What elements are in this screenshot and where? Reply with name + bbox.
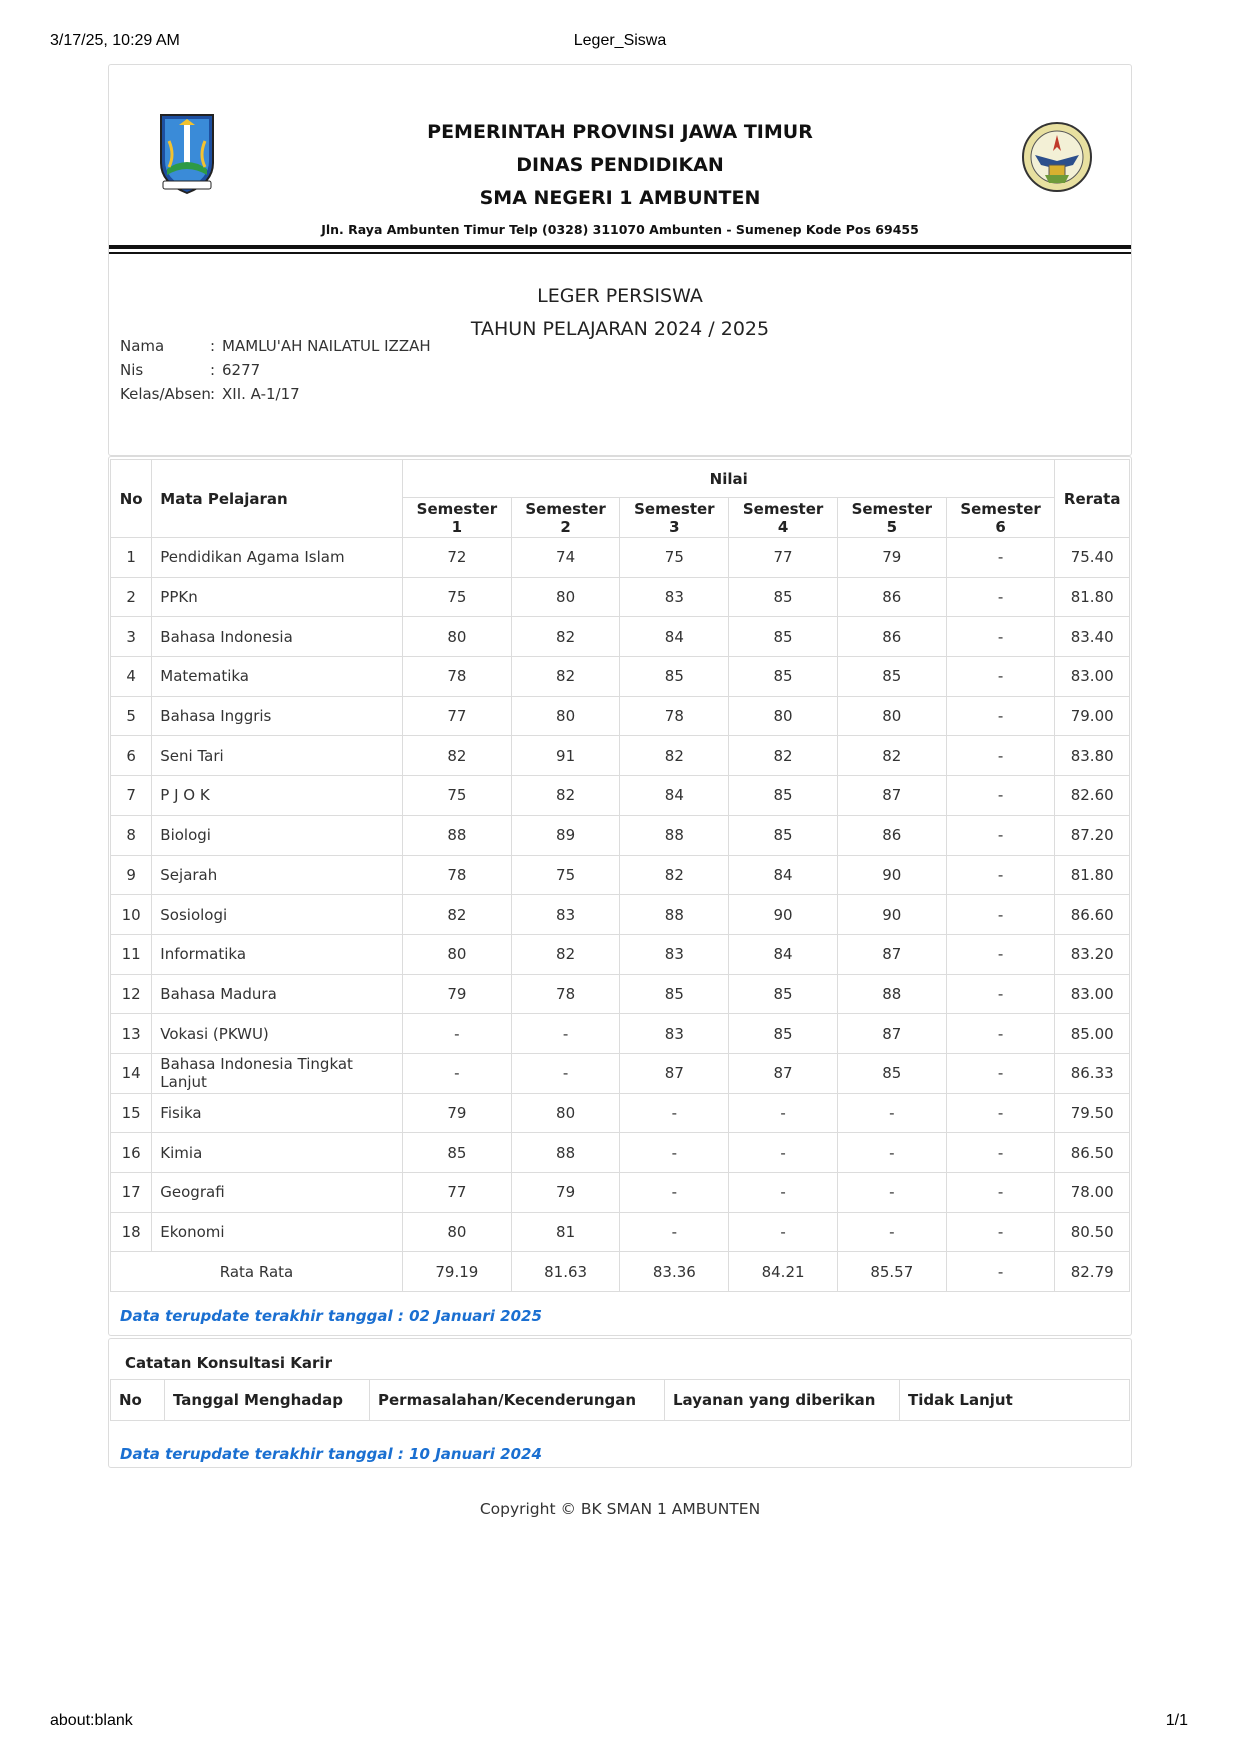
row-sem-1: 75 [403, 577, 512, 617]
row-average: 85.00 [1055, 1014, 1130, 1054]
letterhead-line-1: PEMERINTAH PROVINSI JAWA TIMUR [427, 121, 813, 143]
row-subject: Informatika [152, 934, 403, 974]
row-sem-4: - [729, 1093, 838, 1133]
grades-updated-note: Data terupdate terakhir tanggal : 02 Januari 2025 [120, 1307, 542, 1325]
print-url: about:blank [50, 1712, 133, 1729]
average-sem-2: 81.63 [511, 1252, 620, 1292]
row-no: 8 [111, 815, 152, 855]
print-page-number: 1/1 [1165, 1712, 1188, 1729]
row-average: 86.60 [1055, 895, 1130, 935]
row-sem-3: 84 [620, 776, 729, 816]
row-sem-1: 80 [403, 617, 512, 657]
row-average: 81.80 [1055, 577, 1130, 617]
career-card [108, 1338, 1132, 1468]
row-average: 86.33 [1055, 1053, 1130, 1093]
row-subject: Kimia [152, 1133, 403, 1173]
row-subject: Bahasa Inggris [152, 696, 403, 736]
row-sem-3: 82 [620, 736, 729, 776]
row-sem-2: 82 [511, 776, 620, 816]
career-title: Catatan Konsultasi Karir [125, 1354, 332, 1372]
row-sem-5: - [837, 1173, 946, 1213]
row-sem-6: - [946, 934, 1055, 974]
row-subject: Biologi [152, 815, 403, 855]
student-nis-row [120, 361, 260, 379]
student-class-row [120, 385, 300, 403]
header-semester-2: Semester 2 [511, 498, 620, 538]
header-semester-4: Semester 4 [729, 498, 838, 538]
row-sem-6: - [946, 736, 1055, 776]
row-sem-2: - [511, 1053, 620, 1093]
row-sem-2: 91 [511, 736, 620, 776]
school-emblem-icon [1021, 121, 1093, 193]
row-sem-6: - [946, 617, 1055, 657]
row-average: 83.80 [1055, 736, 1130, 776]
row-no: 9 [111, 855, 152, 895]
row-sem-6: - [946, 1093, 1055, 1133]
row-sem-2: 82 [511, 934, 620, 974]
row-sem-3: 88 [620, 815, 729, 855]
row-sem-6: - [946, 538, 1055, 578]
row-sem-5: 87 [837, 1014, 946, 1054]
row-sem-3: 75 [620, 538, 729, 578]
academic-year: TAHUN PELAJARAN 2024 / 2025 [470, 318, 770, 340]
row-sem-6: - [946, 815, 1055, 855]
row-subject: Bahasa Indonesia [152, 617, 403, 657]
row-sem-3: - [620, 1173, 729, 1213]
table-row [111, 1053, 1130, 1093]
row-average: 86.50 [1055, 1133, 1130, 1173]
row-sem-1: 80 [403, 1212, 512, 1252]
row-sem-3: 78 [620, 696, 729, 736]
row-no: 10 [111, 895, 152, 935]
row-sem-5: 86 [837, 815, 946, 855]
row-average: 82.60 [1055, 776, 1130, 816]
table-row [111, 538, 1130, 578]
table-row [111, 617, 1130, 657]
document-title: LEGER PERSISWA [537, 285, 703, 307]
row-sem-3: 82 [620, 855, 729, 895]
row-sem-2: 79 [511, 1173, 620, 1213]
student-class: XII. A-1/17 [222, 385, 300, 403]
row-subject: Sosiologi [152, 895, 403, 935]
letterhead [109, 65, 1131, 251]
row-sem-6: - [946, 1173, 1055, 1213]
row-subject: PPKn [152, 577, 403, 617]
table-row [111, 736, 1130, 776]
career-updated-note: Data terupdate terakhir tanggal : 10 Januari 2024 [120, 1445, 542, 1463]
row-sem-1: 77 [403, 1173, 512, 1213]
header-semester-6: Semester 6 [946, 498, 1055, 538]
print-datetime: 3/17/25, 10:29 AM [50, 32, 180, 49]
row-sem-1: 75 [403, 776, 512, 816]
table-row [111, 577, 1130, 617]
row-sem-4: 85 [729, 657, 838, 697]
row-no: 7 [111, 776, 152, 816]
row-sem-5: - [837, 1093, 946, 1133]
row-sem-1: 78 [403, 855, 512, 895]
table-row [111, 815, 1130, 855]
row-subject: Geografi [152, 1173, 403, 1213]
row-subject: Sejarah [152, 855, 403, 895]
letterhead-divider-thin [109, 252, 1131, 254]
student-name-label: Nama [120, 337, 165, 355]
student-nis-label: Nis [120, 361, 144, 379]
row-sem-4: - [729, 1133, 838, 1173]
row-sem-3: 83 [620, 1014, 729, 1054]
header-no: No [111, 460, 152, 538]
letterhead-address: Jln. Raya Ambunten Timur Telp (0328) 311070 Ambunten - Sumenep Kode Pos 69455 [321, 222, 919, 237]
row-sem-2: 81 [511, 1212, 620, 1252]
student-nis: 6277 [222, 361, 261, 379]
row-sem-3: - [620, 1212, 729, 1252]
table-row [111, 974, 1130, 1014]
letterhead-line-2: DINAS PENDIDIKAN [516, 154, 724, 176]
row-sem-4: 87 [729, 1053, 838, 1093]
row-sem-2: 82 [511, 617, 620, 657]
colon: : [210, 361, 216, 379]
career-header-date: Tanggal Menghadap [165, 1380, 370, 1421]
career-header-followup: Tidak Lanjut [900, 1380, 1130, 1421]
row-sem-2: - [511, 1014, 620, 1054]
table-row [111, 895, 1130, 935]
row-sem-1: 79 [403, 1093, 512, 1133]
row-sem-1: - [403, 1014, 512, 1054]
row-sem-5: 87 [837, 934, 946, 974]
average-sem-4: 84.21 [729, 1252, 838, 1292]
row-sem-4: 80 [729, 696, 838, 736]
row-sem-2: 89 [511, 815, 620, 855]
row-sem-3: 85 [620, 974, 729, 1014]
row-sem-4: 85 [729, 974, 838, 1014]
row-average: 79.00 [1055, 696, 1130, 736]
row-sem-2: 78 [511, 974, 620, 1014]
row-sem-4: 77 [729, 538, 838, 578]
grades-table [110, 459, 1130, 1292]
average-row [111, 1252, 1130, 1292]
career-header-service: Layanan yang diberikan [665, 1380, 900, 1421]
row-sem-3: - [620, 1133, 729, 1173]
row-subject: Fisika [152, 1093, 403, 1133]
row-sem-1: 77 [403, 696, 512, 736]
table-row [111, 855, 1130, 895]
colon: : [210, 385, 216, 403]
row-sem-1: 79 [403, 974, 512, 1014]
row-no: 14 [111, 1053, 152, 1093]
row-sem-3: 87 [620, 1053, 729, 1093]
table-row [111, 776, 1130, 816]
row-sem-5: 90 [837, 855, 946, 895]
row-subject: Seni Tari [152, 736, 403, 776]
row-average: 75.40 [1055, 538, 1130, 578]
row-sem-2: 80 [511, 577, 620, 617]
row-no: 1 [111, 538, 152, 578]
header-semester-5: Semester 5 [837, 498, 946, 538]
row-sem-6: - [946, 657, 1055, 697]
row-sem-6: - [946, 577, 1055, 617]
row-sem-3: 88 [620, 895, 729, 935]
row-subject: Matematika [152, 657, 403, 697]
row-sem-1: 82 [403, 895, 512, 935]
row-sem-5: 86 [837, 577, 946, 617]
header-semester-3: Semester 3 [620, 498, 729, 538]
row-average: 80.50 [1055, 1212, 1130, 1252]
row-sem-4: 85 [729, 815, 838, 855]
row-sem-2: 82 [511, 657, 620, 697]
table-row [111, 934, 1130, 974]
row-subject: Bahasa Madura [152, 974, 403, 1014]
row-sem-3: 85 [620, 657, 729, 697]
row-subject: Bahasa Indonesia Tingkat Lanjut [152, 1053, 403, 1093]
row-subject: Pendidikan Agama Islam [152, 538, 403, 578]
table-row [111, 1093, 1130, 1133]
row-subject: P J O K [152, 776, 403, 816]
average-sem-1: 79.19 [403, 1252, 512, 1292]
row-sem-1: 82 [403, 736, 512, 776]
header-nilai: Nilai [403, 460, 1055, 498]
row-sem-6: - [946, 855, 1055, 895]
row-sem-5: 90 [837, 895, 946, 935]
row-sem-6: - [946, 1053, 1055, 1093]
row-sem-6: - [946, 1212, 1055, 1252]
row-sem-6: - [946, 974, 1055, 1014]
row-no: 13 [111, 1014, 152, 1054]
career-header-problem: Permasalahan/Kecenderungan [370, 1380, 665, 1421]
row-sem-6: - [946, 1014, 1055, 1054]
copyright: Copyright © BK SMAN 1 AMBUNTEN [479, 1500, 761, 1518]
row-no: 3 [111, 617, 152, 657]
row-sem-1: - [403, 1053, 512, 1093]
row-sem-1: 80 [403, 934, 512, 974]
row-sem-3: 84 [620, 617, 729, 657]
row-subject: Ekonomi [152, 1212, 403, 1252]
grades-card [108, 456, 1132, 1336]
row-sem-5: 82 [837, 736, 946, 776]
row-sem-3: 83 [620, 934, 729, 974]
row-sem-6: - [946, 1133, 1055, 1173]
row-no: 16 [111, 1133, 152, 1173]
row-no: 12 [111, 974, 152, 1014]
row-average: 83.20 [1055, 934, 1130, 974]
row-no: 17 [111, 1173, 152, 1213]
student-name: MAMLU'AH NAILATUL IZZAH [222, 337, 431, 355]
header-semester-1: Semester 1 [403, 498, 512, 538]
row-average: 87.20 [1055, 815, 1130, 855]
row-sem-5: 87 [837, 776, 946, 816]
header-rerata: Rerata [1055, 460, 1130, 538]
row-sem-2: 80 [511, 1093, 620, 1133]
table-row [111, 1173, 1130, 1213]
row-sem-2: 75 [511, 855, 620, 895]
row-average: 81.80 [1055, 855, 1130, 895]
career-header-no: No [111, 1380, 165, 1421]
letterhead-divider-thick [109, 245, 1131, 249]
header-card [108, 64, 1132, 456]
row-sem-5: - [837, 1133, 946, 1173]
row-sem-2: 88 [511, 1133, 620, 1173]
row-no: 4 [111, 657, 152, 697]
row-sem-1: 85 [403, 1133, 512, 1173]
row-average: 78.00 [1055, 1173, 1130, 1213]
row-sem-6: - [946, 776, 1055, 816]
row-sem-6: - [946, 696, 1055, 736]
row-no: 18 [111, 1212, 152, 1252]
row-sem-5: - [837, 1212, 946, 1252]
row-sem-4: 82 [729, 736, 838, 776]
row-no: 5 [111, 696, 152, 736]
header-subject: Mata Pelajaran [152, 460, 403, 538]
row-no: 2 [111, 577, 152, 617]
row-no: 6 [111, 736, 152, 776]
row-average: 83.00 [1055, 657, 1130, 697]
row-sem-4: 90 [729, 895, 838, 935]
table-row [111, 1014, 1130, 1054]
table-row [111, 1133, 1130, 1173]
row-sem-2: 74 [511, 538, 620, 578]
row-sem-1: 72 [403, 538, 512, 578]
row-subject: Vokasi (PKWU) [152, 1014, 403, 1054]
row-sem-2: 83 [511, 895, 620, 935]
row-sem-3: - [620, 1093, 729, 1133]
letterhead-line-3: SMA NEGERI 1 AMBUNTEN [479, 187, 761, 209]
average-sem-3: 83.36 [620, 1252, 729, 1292]
row-sem-5: 85 [837, 1053, 946, 1093]
table-row [111, 1212, 1130, 1252]
row-sem-5: 88 [837, 974, 946, 1014]
row-sem-4: 84 [729, 934, 838, 974]
print-title: Leger_Siswa [573, 32, 667, 49]
row-sem-4: - [729, 1173, 838, 1213]
row-sem-4: 85 [729, 776, 838, 816]
career-table [110, 1379, 1130, 1421]
row-sem-5: 85 [837, 657, 946, 697]
row-sem-2: 80 [511, 696, 620, 736]
row-sem-5: 80 [837, 696, 946, 736]
row-sem-1: 88 [403, 815, 512, 855]
average-row-label: Rata Rata [111, 1252, 403, 1292]
row-average: 79.50 [1055, 1093, 1130, 1133]
row-no: 15 [111, 1093, 152, 1133]
colon: : [210, 337, 216, 355]
row-no: 11 [111, 934, 152, 974]
row-sem-5: 79 [837, 538, 946, 578]
table-row [111, 657, 1130, 697]
row-average: 83.40 [1055, 617, 1130, 657]
student-class-label: Kelas/Absen [120, 385, 211, 403]
row-sem-3: 83 [620, 577, 729, 617]
row-sem-4: 85 [729, 1014, 838, 1054]
student-name-row [120, 337, 431, 355]
row-sem-4: - [729, 1212, 838, 1252]
average-sem-6: - [946, 1252, 1055, 1292]
row-sem-4: 85 [729, 617, 838, 657]
row-average: 83.00 [1055, 974, 1130, 1014]
row-sem-4: 84 [729, 855, 838, 895]
average-overall: 82.79 [1055, 1252, 1130, 1292]
row-sem-1: 78 [403, 657, 512, 697]
row-sem-5: 86 [837, 617, 946, 657]
row-sem-4: 85 [729, 577, 838, 617]
table-row [111, 696, 1130, 736]
row-sem-6: - [946, 895, 1055, 935]
average-sem-5: 85.57 [837, 1252, 946, 1292]
